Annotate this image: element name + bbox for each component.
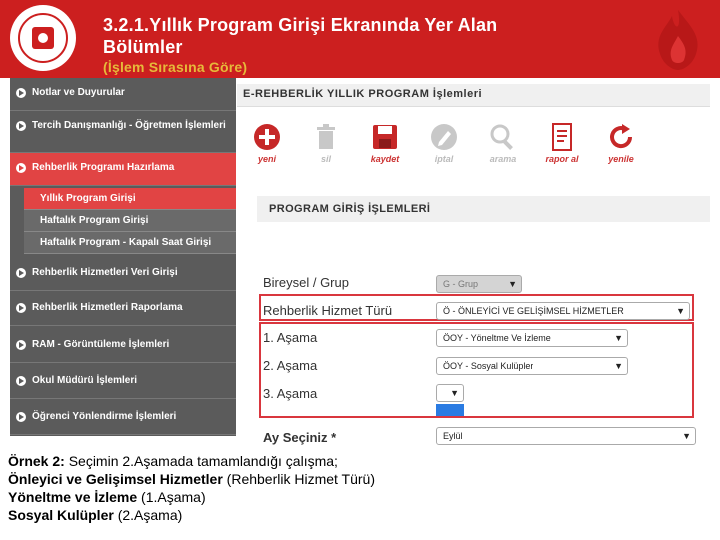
sidebar-subitem-haftalik[interactable]: Haftalık Program Girişi xyxy=(24,210,236,232)
asama3-select[interactable] xyxy=(436,384,464,402)
slide-header xyxy=(0,0,720,78)
asama1-select[interactable]: ÖOY - Yöneltme Ve İzleme ▼ xyxy=(436,329,628,347)
sidebar-item-ogrenci-yonlendirme[interactable]: Öğrenci Yönlendirme İşlemleri xyxy=(10,402,236,435)
sidebar-item-tercih[interactable]: Tercih Danışmanlığı - Öğretmen İşlemleri xyxy=(10,111,236,153)
trash-icon xyxy=(311,122,341,152)
title-line-1: 3.2.1.Yıllık Program Girişi Ekranında Yer Alan xyxy=(103,15,498,35)
report-button[interactable]: rapor al xyxy=(532,122,592,164)
hizmet-turu-label: Rehberlik Hizmet Türü xyxy=(263,303,393,318)
new-button[interactable]: yeni xyxy=(237,122,297,164)
sidebar-subitem-kapali-saat[interactable]: Haftalık Program - Kapalı Saat Girişi xyxy=(24,232,236,254)
main-header xyxy=(237,84,710,107)
sidebar-item-rehberlik-programi[interactable]: Rehberlik Programı Hazırlama xyxy=(10,153,236,186)
chevron-down-icon: ▼ xyxy=(614,361,623,371)
report-icon xyxy=(547,122,577,152)
arrow-circle-icon xyxy=(16,303,26,313)
caption-line-4: Sosyal Kulüpler (2.Aşama) xyxy=(8,507,183,523)
asama3-label: 3. Aşama xyxy=(263,386,318,401)
chevron-down-icon: ▼ xyxy=(614,333,623,343)
refresh-button[interactable]: yenile xyxy=(591,122,651,164)
save-button[interactable]: kaydet xyxy=(355,122,415,164)
search-button[interactable]: arama xyxy=(473,122,533,164)
plus-icon xyxy=(252,122,282,152)
ay-select[interactable]: Eylül ▼ xyxy=(436,427,696,445)
sidebar-subitem-yillik[interactable]: Yıllık Program Girişi xyxy=(24,188,236,210)
slide-title xyxy=(103,14,623,76)
sidebar-item-raporlama[interactable]: Rehberlik Hizmetleri Raporlama xyxy=(10,293,236,326)
sidebar-item-notlar[interactable]: Notlar ve Duyurular xyxy=(10,78,236,111)
flame-logo-icon xyxy=(646,6,710,72)
ay-label: Ay Seçiniz * xyxy=(263,430,337,445)
chevron-down-icon: ▼ xyxy=(682,431,691,441)
chevron-down-icon: ▼ xyxy=(676,306,685,316)
slide-caption xyxy=(8,452,708,524)
arrow-circle-icon xyxy=(16,121,26,131)
caption-line-1: Örnek 2: Seçimin 2.Aşamada tamamlandığı çalışma; xyxy=(8,453,338,469)
chevron-down-icon: ▼ xyxy=(508,279,517,289)
asama2-label: 2. Aşama xyxy=(263,358,318,373)
title-line-2: Bölümler xyxy=(103,37,183,57)
dropdown-option-highlight[interactable] xyxy=(436,404,464,416)
arrow-circle-icon xyxy=(16,268,26,278)
search-icon xyxy=(488,122,518,152)
cancel-button[interactable]: iptal xyxy=(414,122,474,164)
bireysel-label: Bireysel / Grup xyxy=(263,275,349,290)
arrow-circle-icon xyxy=(16,163,26,173)
save-icon xyxy=(370,122,400,152)
refresh-icon xyxy=(606,122,636,152)
section-header xyxy=(257,196,710,222)
arrow-circle-icon xyxy=(16,412,26,422)
hizmet-turu-select[interactable]: Ö - ÖNLEYİCİ VE GELİŞİMSEL HİZMETLER ▼ xyxy=(436,302,690,320)
delete-button[interactable]: sil xyxy=(296,122,356,164)
sidebar-item-veri-girisi[interactable]: Rehberlik Hizmetleri Veri Girişi xyxy=(10,258,236,291)
section-title: PROGRAM GİRİŞ İŞLEMLERİ xyxy=(269,203,431,215)
arrow-circle-icon xyxy=(16,88,26,98)
sidebar-menu xyxy=(10,78,236,436)
bireysel-select[interactable]: G - Grup ▼ xyxy=(436,275,522,293)
caption-line-3: Yöneltme ve İzleme (1.Aşama) xyxy=(8,489,206,505)
arrow-circle-icon xyxy=(16,340,26,350)
main-header-title: E-REHBERLİK YILLIK PROGRAM İşlemleri xyxy=(243,88,483,100)
caption-line-2: Önleyici ve Gelişimsel Hizmetler (Rehberlik Hizmet Türü) xyxy=(8,471,376,487)
title-line-3: (İşlem Sırasına Göre) xyxy=(103,59,248,75)
sidebar-item-okul-muduru[interactable]: Okul Müdürü İşlemleri xyxy=(10,366,236,399)
sidebar-item-ram[interactable]: RAM - Görüntüleme İşlemleri xyxy=(10,330,236,363)
edit-icon xyxy=(429,122,459,152)
chevron-down-icon: ▼ xyxy=(450,388,459,398)
ministry-logo xyxy=(10,5,76,71)
asama2-select[interactable]: ÖOY - Sosyal Kulüpler ▼ xyxy=(436,357,628,375)
arrow-circle-icon xyxy=(16,376,26,386)
asama1-label: 1. Aşama xyxy=(263,330,318,345)
